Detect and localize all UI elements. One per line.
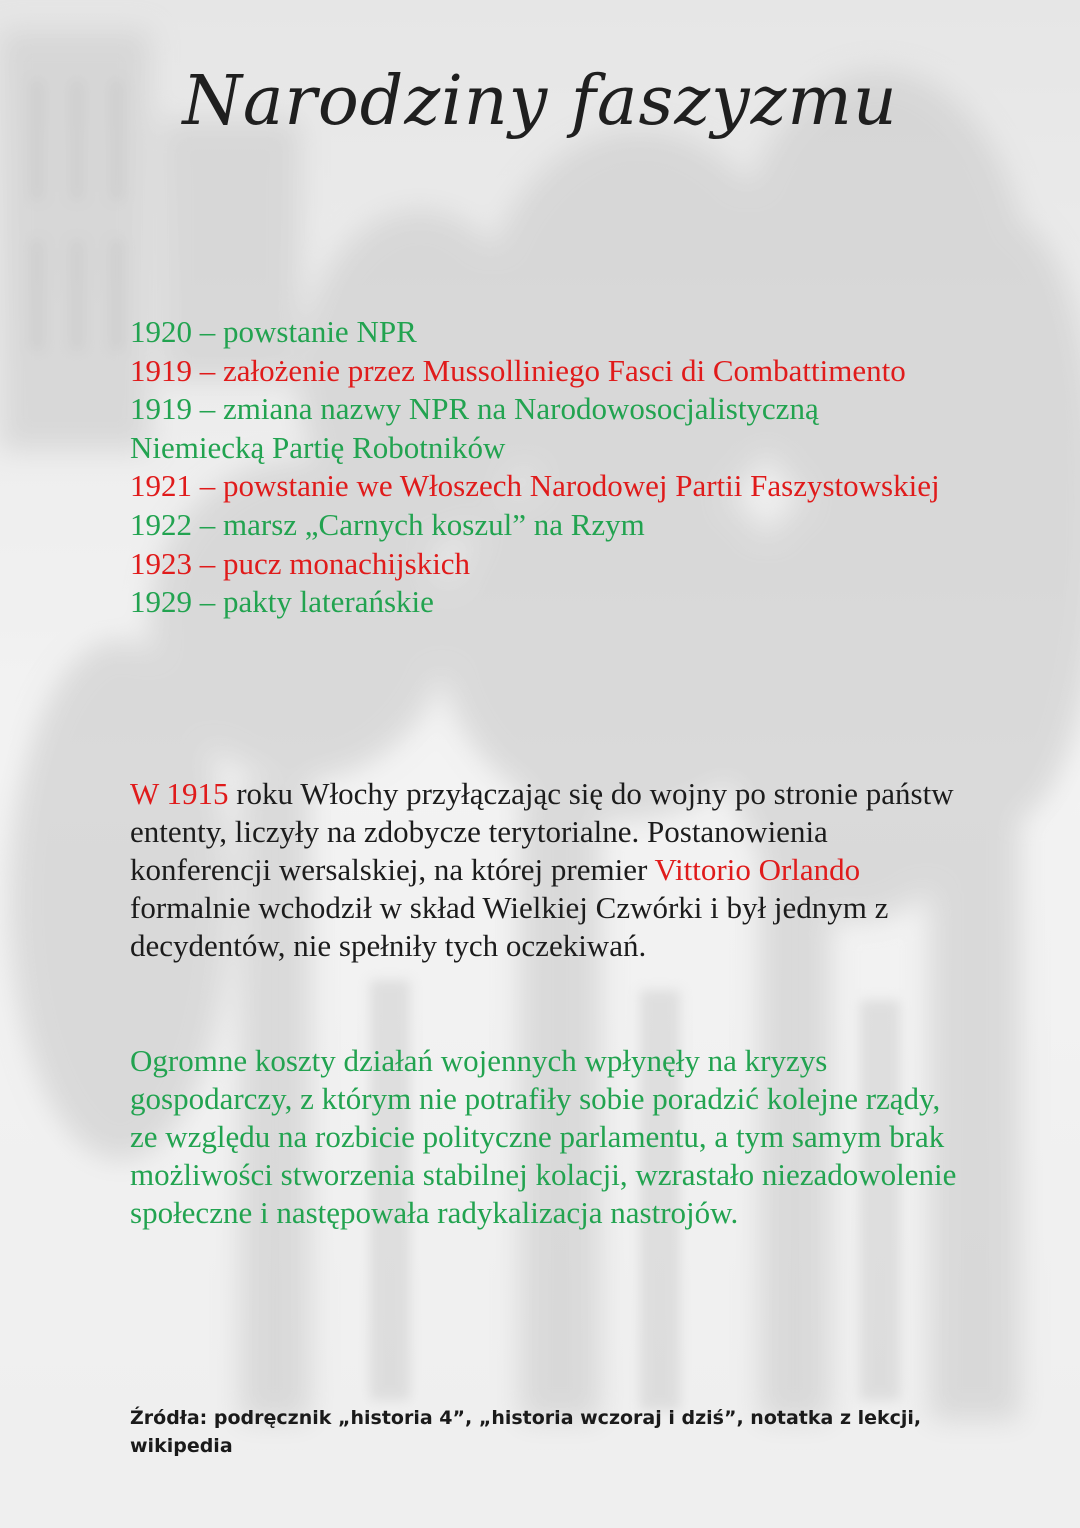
timeline-item: 1922 – marsz „Carnych koszul” na Rzym <box>130 506 645 542</box>
timeline-item: 1919 – zmiana nazwy NPR na Narodowosocjalistyczną Niemiecką Partię Robotników <box>130 391 819 465</box>
timeline-list <box>130 313 950 622</box>
page-title: Narodziny faszyzmu <box>182 62 898 141</box>
highlight-year: W 1915 <box>130 776 229 811</box>
paragraph-text: roku Włochy przyłączając się do wojny po stronie państw ententy, liczyły na zdobycze terytorialne. Postanowienia konferencji wersalskiej, na której premier <box>130 776 954 887</box>
sources-note: Źródła: podręcznik „historia 4”, „historia wczoraj i dziś”, notatka z lekcji, wikipedia <box>130 1407 922 1457</box>
paragraph-economic-crisis: Ogromne koszty działań wojennych wpłynęły na kryzys gospodarczy, z którym nie potrafiły sobie poradzić kolejne rządy, ze względu na rozbicie polityczne parlamentu, a tym samym brak możliwości stworzenia stabilnej kolacji, wzrastało niezadowolenie społeczne i następowała radykalizacja nastrojów. <box>130 1043 957 1230</box>
paragraph-text: formalnie wchodził w skład Wielkiej Czwórki i był jednym z decydentów, nie spełniły tych oczekiwań. <box>130 890 889 963</box>
paragraph-italy-ww1 <box>130 775 960 965</box>
timeline-item: 1921 – powstanie we Włoszech Narodowej Partii Faszystowskiej <box>130 468 940 504</box>
timeline-item: 1920 – powstanie NPR <box>130 314 417 349</box>
timeline-item: 1923 – pucz monachijskich <box>130 545 471 581</box>
timeline-item: 1919 – założenie przez Mussolliniego Fasci di Combattimento <box>130 352 906 388</box>
highlight-person: Vittorio Orlando <box>654 852 861 887</box>
timeline-item: 1929 – pakty laterańskie <box>130 584 434 620</box>
